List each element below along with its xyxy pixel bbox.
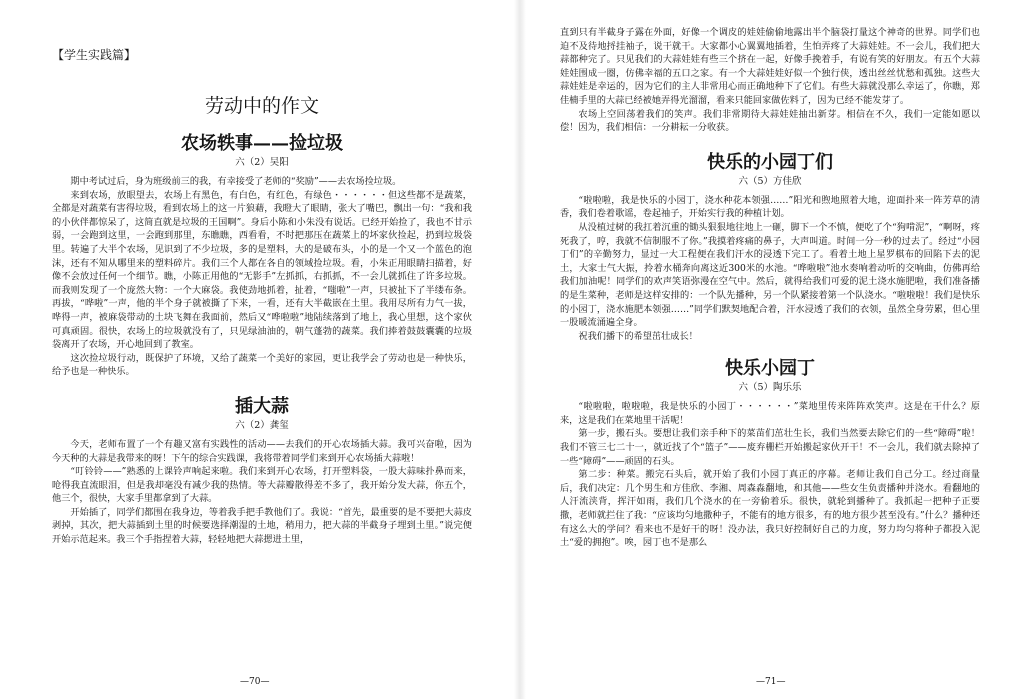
article-title: 快乐的小园丁们 [707, 151, 833, 173]
paragraph: 开始插了，同学们都围在我身边，等着我手把手教他们了。我说：“首先，最重要的是不要把大蒜皮剥掉，其次，把大蒜插到土里的时候要选择潮湿的土地，稍用力，把大蒜的半截身子埋到土里。”说完便开始示范起来。我三个手指捏着大蒜，轻轻地把大蒜摁进土里， [52, 506, 472, 546]
article-farm-trash [52, 132, 472, 379]
article-happy-gardeners [560, 151, 980, 344]
article-byline: 六（5）陶乐乐 [738, 382, 802, 394]
article-title: 农场轶事——捡垃圾 [181, 133, 343, 154]
article-byline: 六（5）方佳欣 [738, 175, 802, 187]
left-column [52, 48, 472, 547]
right-column [560, 26, 980, 550]
paragraph: 农场上空回荡着我们的笑声。我们非常期待大蒜娃娃抽出新芽。相信在不久，我们一定能如愿以偿！因为，我们相信：一分耕耘一分收获。 [560, 108, 980, 134]
paragraph: “啦啦啦，啦啦啦，我是快乐的小园丁・・・・・・”菜地里传来阵阵欢笑声。这是在干什么？原来，这是我们在菜地里干活呢！ [560, 401, 980, 426]
page-number: —71— [756, 677, 786, 687]
article-plant-garlic [52, 395, 472, 547]
paragraph: 祝我们播下的希望茁壮成长！ [578, 330, 698, 342]
main-title: 劳动中的作文 [204, 95, 319, 117]
article-title: 插大蒜 [235, 395, 289, 417]
right-page [520, 0, 1024, 699]
paragraph: 这次捡垃圾行动，既保护了环境，又给了蔬菜一个美好的家园，更让我学会了劳动也是一种快乐，给予也是一种快乐。 [52, 352, 472, 378]
paragraph: 第一步，搬石头。要想让我们亲手种下的菜苗们茁壮生长，我们当然要去除它们的一些“障碍”啦！我们不管三七二十一，就近找了个“篮子”——废弃栅栏开始搬起家伙开干！不一会儿，我们就去除掉了一些“障碍”——顽固的石头。 [560, 428, 980, 467]
article-plant-garlic-continued [560, 26, 980, 135]
paragraph: 直到只有半截身子露在外面，好像一个调皮的娃娃偷偷地露出半个脑袋打量这个神奇的世界。同学们也迫不及待地捋挂袖子，说干就干。大家都小心翼翼地插着，生怕弄疼了大蒜娃娃。不一会儿，我们把大蒜都种完了。只见我们的大蒜娃娃有些三个挤在一起，好像手挽着手，有说有笑的好朋友。有五个大蒜娃娃围成一圈，仿佛幸福的五口之家。有一个大蒜娃娃好似一个独行侠，透出丝丝忧愁和孤独。这些大蒜娃娃是幸运的，因为它们的主人非常用心而正确地种下了它们。有些大蒜就没那么幸运了，你瞧，郑佳楠手里的大蒜已经被她弄得光溜溜，看来只能回家做佐料了，因为已经不能发芽了。 [560, 27, 980, 106]
article-happy-little-gardener [560, 357, 980, 550]
paragraph: 期中考试过后，身为班级前三的我，有幸接受了老师的“奖励”——去农场捡垃圾。 [70, 176, 402, 187]
article-title: 快乐小园丁 [725, 358, 815, 380]
paragraph: 第二步：种菜。搬完石头后，就开始了我们小园丁真正的序幕。老师让我们自己分工。经过商量后，我们决定：几个男生和方佳欣、李湘、周森淼翻地，和其他——些女生负责播种并浇水。看翻地的人汗流浃背，挥汗如雨，我们几个浇水的在一旁偷着乐。很快，就轮到播种了。我抓起一把种子正要撒，老师就拦住了我：“应该均匀地撒种子，不能有的地方很多，有的地方很少甚至没有。”什么？播种还有这么大的学问？看来也不是好干的呀！没办法，我只好控制好自己的力度，努力均匀将种子都投入泥土“爱的拥抱”。唉，园丁也不是那么 [560, 469, 980, 549]
page-number: —70— [240, 677, 270, 687]
section-tag: 【学生实践篇】 [52, 48, 137, 62]
article-byline: 六（2）吴阳 [235, 157, 289, 168]
paragraph: 从没植过树的我扛着沉重的锄头狠狠地往地上一砸，脚下一个不慎，便吃了个“狗啃泥”，“啊呀，疼死我了，哼，我就不信制服不了你。”我摸着疼痛的鼻子，大声叫道。时间一分一秒的过去了。经过“小园丁们”的辛勤努力，显过一大工程便在我们汗水的浸透下完工了。看着土地上星罗棋布的回陷下去的泥土，大家士气大振，拎着水桶奔向离这近300米的水池。“哗啦啦”池水奏响着动听的交响曲，仿佛再给我们加油呢！同学们的欢声笑语弥漫在空气中。然后，就得给我们可爱的泥土浇水施肥啦，我们准备播的是生菜种，老师是这样安排的：一个队先播种，另一个队紧接着第一个队浇水。“啦啦啦！我们是快乐的小园丁，浇水施肥本领强……”同学们默契地配合着，汗水浸透了我们的衣领，虽然全身劳累，但心里一股暖流涌遍全身。 [560, 221, 980, 329]
paragraph: “啦啦啦，我是快乐的小园丁，浇水种花本领强……”阳光和煦地照着大地，迎面扑来一阵芳草的清香，我们卷着歌谣，卷起袖子，开始实行我的种植计划。 [560, 194, 980, 220]
paragraph: “叮铃铃——”熟悉的上课铃声响起来啦。我们来到开心农场，打开塑料袋，一股大蒜味扑鼻而来，呛得我直流眼泪，但是我却毫没有减少我的热情。等大蒜瓣散得差不多了，我开始分发大蒜，你五个，他三个，很快，大家手里都拿到了大蒜。 [52, 466, 472, 505]
paragraph: 今天，老师布置了一个有趣又富有实践性的活动——去我们的开心农场插大蒜。我可兴奋啦，因为今天种的大蒜是我带来的呀！下午的综合实践课，我将带着同学们来到开心农场插大蒜啦！ [52, 438, 472, 464]
paragraph: 来到农场，放眼望去，农场上有黑色，有白色，有红色，有绿色・・・・・・但这些都不是蔬菜，全都是对蔬菜有害得垃圾，看到农场上的这一片狼藉，我瞪大了眼睛，张大了嘴巴，飘出一句：“我和我的小伙伴都惊呆了，这简直就是垃圾的王国啊”。身后小陈和小朱没有说话。已经开始捡了，我也不甘示弱，一会跑到这里，一会跑到那里，东瞧瞧，西看看，不时把那压在蔬菜上的坏家伙捡起，扔到垃圾袋里。转遍了大半个农场，见识到了不少垃圾，多的是塑料，大的是破布头，小的是一个又一个蓝色的泡沫，还有不知从哪里来的塑料碎片。我们三个人都在各自的领域捡垃圾。看，小朱正用眼睛扫描着，好像不会放过任何一个细节。瞧，小陈正用他的“无影手”左抓抓，右抓抓，不一会儿就抓住了许多垃圾。而我则发现了一个庞然大物：一个大麻袋。我使劲地抓着，扯着，“嗤啦”一声，只被扯下了半缕布条。再拔，“哗啦”一声，他的半个身子就被撕了下来，一看，还有大半截嵌在土里。我用尽所有力气一拔，哗得一声，被麻袋带动的土块飞舞在我面前，然后又“哗啦啦”地陆续落到了地上，我心里想，这个家伙可真顽固。很快，农场上的垃圾就没有了，只见绿油油的，朝气蓬勃的蔬菜。我们捧着鼓鼓囊囊的垃圾袋离开了农场，开心地回到了教室。 [52, 189, 472, 351]
article-byline: 六（2）龚玺 [235, 419, 289, 431]
